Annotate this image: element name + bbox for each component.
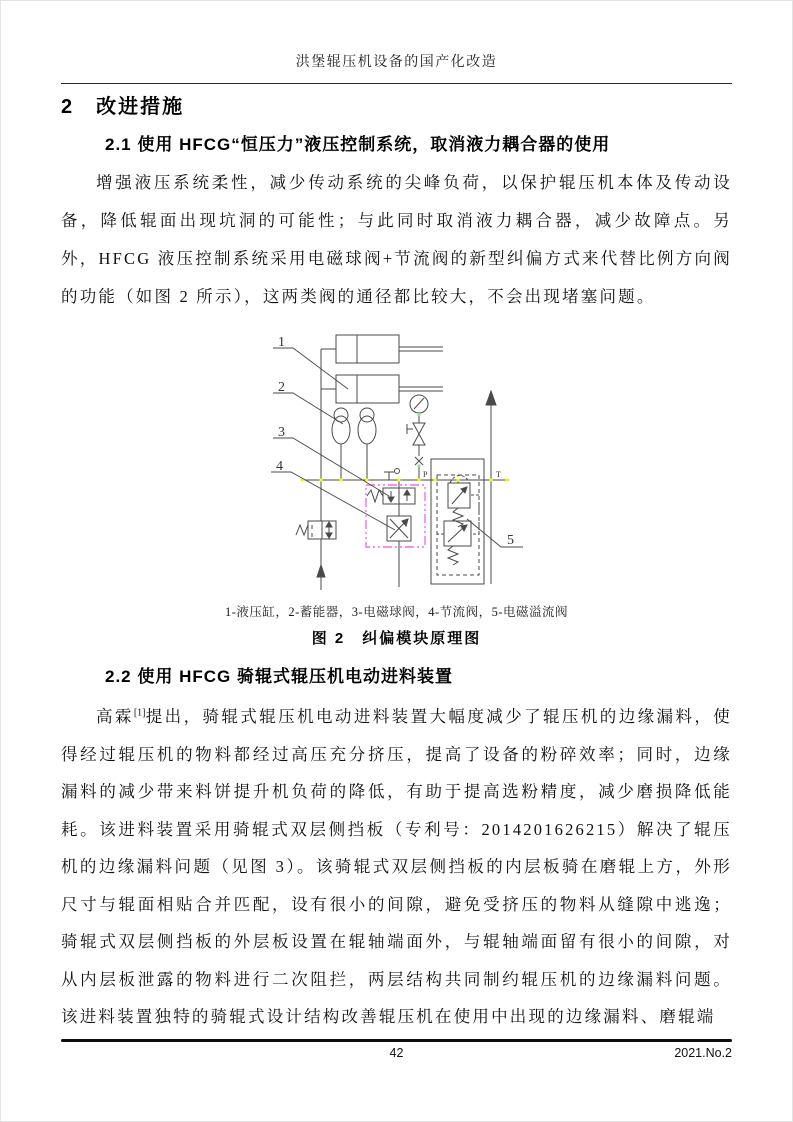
leader-lines bbox=[271, 348, 523, 547]
citation-ref-1: [1] bbox=[133, 707, 146, 719]
subsection-2-2-heading: 2.2 使用 HFCG 骑辊式辊压机电动进料装置 bbox=[105, 667, 453, 686]
accumulator-2-icon bbox=[358, 408, 376, 480]
port-p-label: P bbox=[423, 470, 428, 479]
paragraph-2-2 bbox=[61, 698, 732, 1036]
figure-2 bbox=[61, 320, 732, 652]
label-4: 4 bbox=[276, 459, 283, 474]
figure-2-title: 图 2 纠偏模块原理图 bbox=[311, 630, 482, 647]
section-2-heading: 2 改进措施 bbox=[61, 96, 185, 118]
paragraph-2-1: 增强液压系统柔性，减少传动系统的尖峰负荷，以保护辊压机本体及传动设备，降低辊面出现坑洞的可能性；与此同时取消液力耦合器，减少故障点。另外，HFCG 液压控制系统采用电磁球阀+节流阀的新型纠偏方式来代替比例方向阀的功能（如图 2 所示），这两类阀的通径都比较大，不会出现堵塞问题。 bbox=[61, 173, 732, 306]
port-t-label: T bbox=[496, 470, 501, 479]
paragraph-2-2-author: 高霖 bbox=[96, 707, 134, 726]
label-3: 3 bbox=[278, 425, 285, 440]
figure-2-legend: 1-液压缸，2-蓄能器，3-电磁球阀，4-节流阀，5-电磁溢流阀 bbox=[224, 605, 569, 619]
plugged-port-icon bbox=[415, 457, 423, 480]
footer-rule bbox=[61, 1039, 732, 1042]
paragraph-2-2-text: 提出，骑辊式辊压机电动进料装置大幅度减少了辊压机的边缘漏料，使得经过辊压机的物料都经过高压充分挤压，提高了设备的粉碎效率；同时，边缘漏料的减少带来料饼提升机负荷的降低，有助于提高选粉精度，减少磨损降低能耗。该进料装置采用骑辊式双层侧挡板（专利号：2014201626215）解决了辊压机的边缘漏料问题（见图 3）。该骑辊式双层侧挡板的内层板骑在磨辊上方，外形尺寸与辊面相贴合并匹配，设有很小的间隙，避免受挤压的物料从缝隙中逃逸；骑辊式双层侧挡板的外层板设置在辊轴端面外，与辊轴端面留有很小的间隙，对从内层板泄露的物料进行二次阻拦，两层结构共同制约辊压机的边缘漏料问题。该进料装置独特的骑辊式设计结构改善辊压机在使用中出现的边缘漏料、磨辊端 bbox=[61, 707, 732, 1026]
footer-page-number: 42 bbox=[389, 1046, 404, 1060]
figure-2-caption bbox=[61, 602, 732, 648]
footer-issue-label: 2021.No.2 bbox=[674, 1046, 732, 1060]
relief-valve-module bbox=[431, 459, 484, 584]
hydraulic-cylinder-1-icon bbox=[321, 335, 443, 363]
schematic-lines bbox=[296, 335, 509, 590]
label-5: 5 bbox=[507, 533, 514, 548]
header-rule bbox=[61, 83, 732, 84]
running-header-title: 洪堡辊压机设备的国产化改造 bbox=[295, 55, 498, 70]
drain-cock-icon bbox=[384, 469, 400, 481]
hydraulic-schematic bbox=[251, 322, 531, 612]
shutoff-valve-icon bbox=[407, 423, 425, 456]
return-line-arrow bbox=[486, 391, 496, 584]
hydraulic-cylinder-2-icon bbox=[321, 375, 443, 403]
label-2: 2 bbox=[278, 380, 285, 395]
throttle-valve-icon bbox=[387, 516, 411, 587]
label-1: 1 bbox=[278, 335, 285, 350]
pressure-gauge-icon bbox=[410, 395, 428, 423]
left-solenoid-valve-icon bbox=[296, 521, 336, 590]
subsection-2-1-heading: 2.1 使用 HFCG“恒压力”液压控制系统，取消液力耦合器的使用 bbox=[105, 135, 611, 154]
